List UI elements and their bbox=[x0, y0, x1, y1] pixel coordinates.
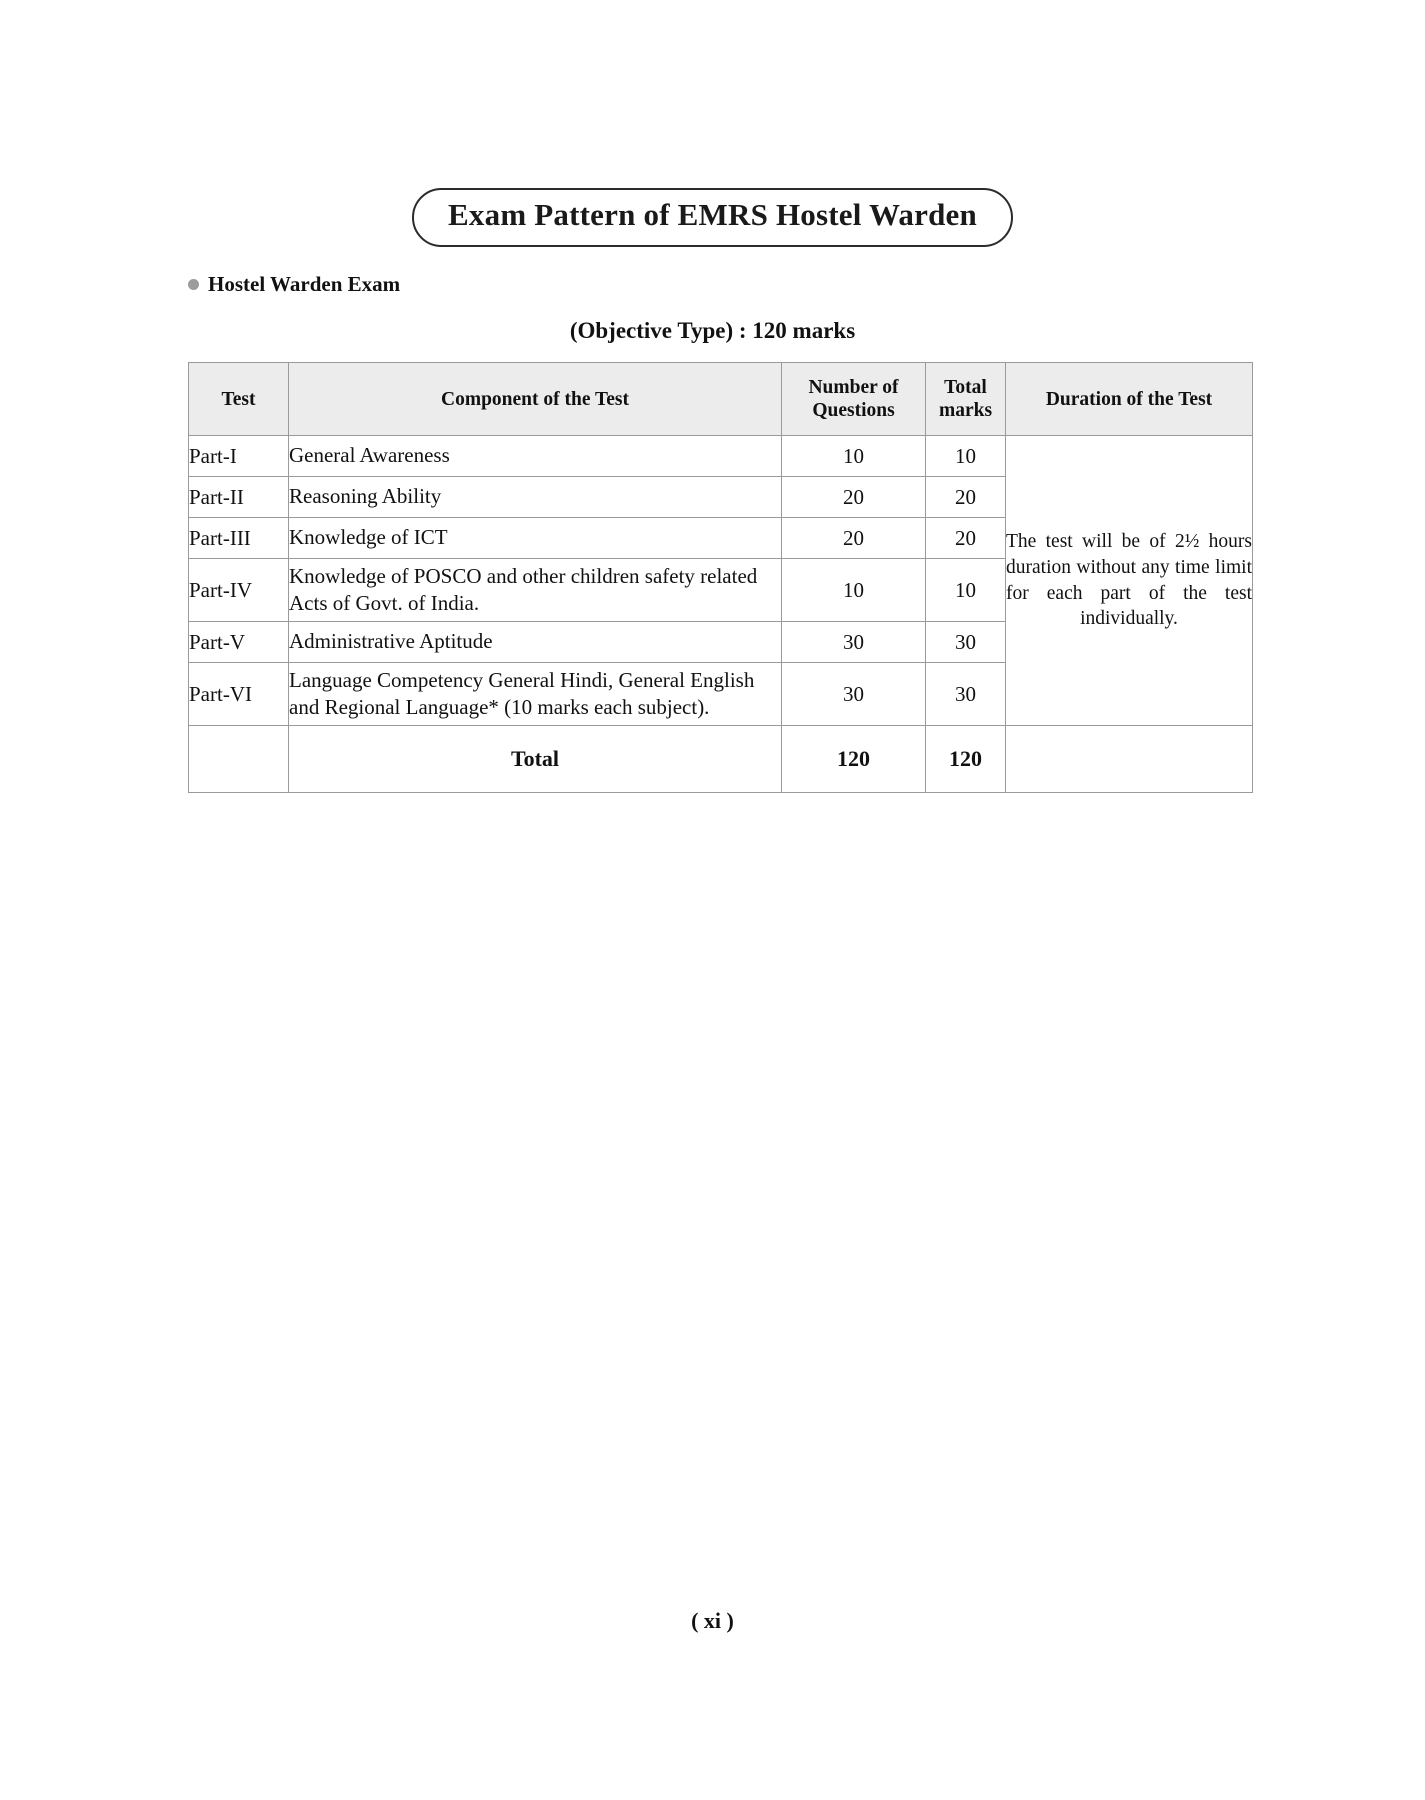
cell-component: Administrative Aptitude bbox=[289, 622, 782, 663]
cell-questions: 30 bbox=[782, 622, 926, 663]
page-title-container bbox=[0, 188, 1425, 247]
section-heading-label: Hostel Warden Exam bbox=[208, 272, 401, 296]
column-header-duration: Duration of the Test bbox=[1006, 363, 1253, 436]
cell-total-label: Total bbox=[289, 726, 782, 793]
cell-questions: 20 bbox=[782, 477, 926, 518]
cell-marks: 10 bbox=[926, 559, 1006, 622]
exam-pattern-table bbox=[188, 362, 1253, 793]
cell-component: Language Competency General Hindi, General English and Regional Language* (10 marks each subject). bbox=[289, 663, 782, 726]
page-title: Exam Pattern of EMRS Hostel Warden bbox=[448, 197, 977, 232]
table-body bbox=[189, 436, 1253, 793]
column-header-component: Component of the Test bbox=[289, 363, 782, 436]
cell-marks: 30 bbox=[926, 622, 1006, 663]
exam-pattern-table-container bbox=[188, 362, 1252, 793]
column-header-test: Test bbox=[189, 363, 289, 436]
cell-marks: 20 bbox=[926, 477, 1006, 518]
bullet-icon bbox=[188, 279, 199, 290]
table-row bbox=[189, 436, 1253, 477]
cell-total-marks: 120 bbox=[926, 726, 1006, 793]
cell-test: Part-III bbox=[189, 518, 289, 559]
cell-test: Part-IV bbox=[189, 559, 289, 622]
cell-component: Knowledge of ICT bbox=[289, 518, 782, 559]
table-header-row bbox=[189, 363, 1253, 436]
cell-marks: 10 bbox=[926, 436, 1006, 477]
objective-type-line: (Objective Type) : 120 marks bbox=[569, 318, 856, 343]
section-heading bbox=[188, 274, 400, 295]
cell-test: Part-II bbox=[189, 477, 289, 518]
cell-test: Part-V bbox=[189, 622, 289, 663]
table-total-row bbox=[189, 726, 1253, 793]
cell-marks: 30 bbox=[926, 663, 1006, 726]
cell-questions: 30 bbox=[782, 663, 926, 726]
cell-test: Part-I bbox=[189, 436, 289, 477]
title-pill-box bbox=[412, 188, 1013, 247]
cell-component: General Awareness bbox=[289, 436, 782, 477]
table-header bbox=[189, 363, 1253, 436]
column-header-number-of-questions: Number of Questions bbox=[782, 363, 926, 436]
cell-total-duration-empty bbox=[1006, 726, 1253, 793]
cell-total-questions: 120 bbox=[782, 726, 926, 793]
cell-questions: 10 bbox=[782, 436, 926, 477]
cell-questions: 20 bbox=[782, 518, 926, 559]
cell-component: Reasoning Ability bbox=[289, 477, 782, 518]
cell-component: Knowledge of POSCO and other children safety related Acts of Govt. of India. bbox=[289, 559, 782, 622]
cell-duration-note: The test will be of 2½ hours duration without any time limit for each part of the test individually. bbox=[1006, 436, 1253, 726]
column-header-total-marks: Total marks bbox=[926, 363, 1006, 436]
cell-marks: 20 bbox=[926, 518, 1006, 559]
cell-total-test-empty bbox=[189, 726, 289, 793]
cell-questions: 10 bbox=[782, 559, 926, 622]
cell-test: Part-VI bbox=[189, 663, 289, 726]
page-number: ( xi ) bbox=[691, 1608, 734, 1633]
